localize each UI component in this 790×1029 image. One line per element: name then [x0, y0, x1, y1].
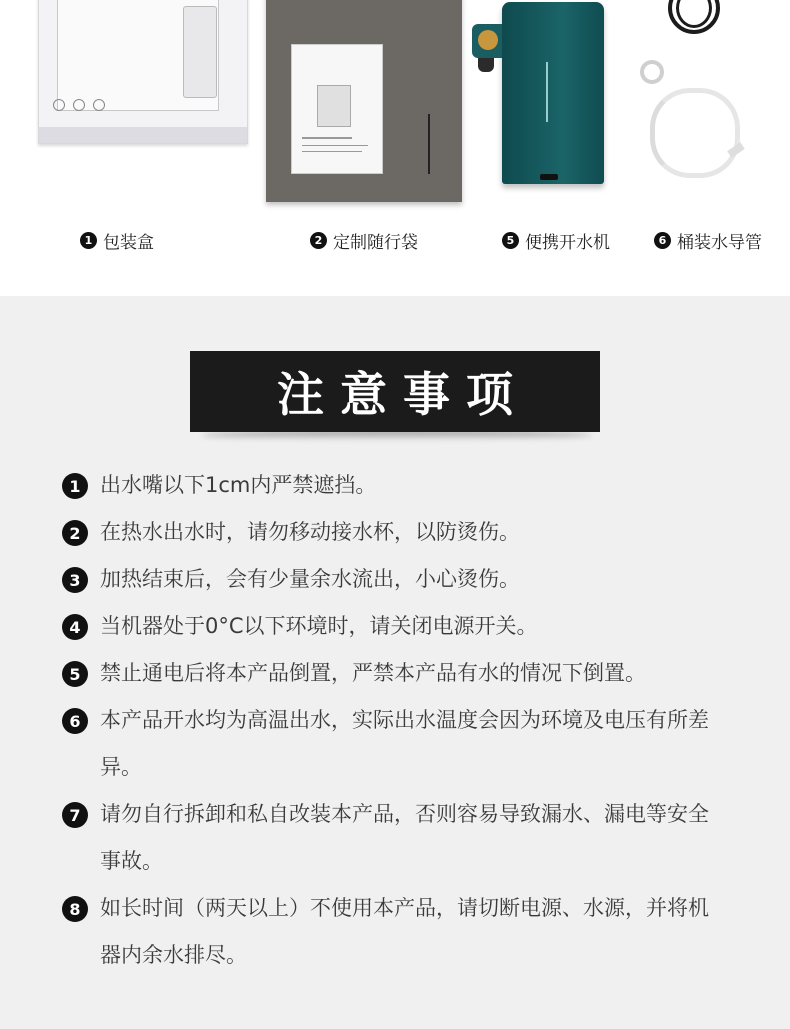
packaging-box-image	[38, 0, 248, 144]
caption-travel-bag: 2 定制随行袋	[310, 229, 418, 251]
caption-water-boiler: 5 便携开水机	[502, 229, 610, 251]
notice-item: 2 在热水出水时，请勿移动接水杯，以防烫伤。	[62, 509, 762, 556]
caption-water-hose: 6 桶装水导管	[654, 229, 762, 251]
notice-item: 7 请勿自行拆卸和私自改装本产品，否则容易导致漏水、漏电等安全事故。	[62, 791, 762, 885]
notice-item: 5 禁止通电后将本产品倒置，严禁本产品有水的情况下倒置。	[62, 650, 762, 697]
water-boiler-image	[502, 2, 604, 184]
accessories-section	[0, 0, 790, 296]
caption-packaging-box: 1 包装盒	[80, 229, 154, 251]
notice-list	[62, 462, 762, 979]
notice-title: 注意事项	[190, 351, 600, 432]
travel-bag-image	[266, 0, 462, 202]
notice-item: 6 本产品开水均为高温出水，实际出水温度会因为环境及电压有所差异。	[62, 697, 762, 791]
water-hose-image	[650, 88, 740, 178]
notice-item: 1 出水嘴以下1cm内严禁遮挡。	[62, 462, 762, 509]
notice-item: 4 当机器处于0°C以下环境时，请关闭电源开关。	[62, 603, 762, 650]
notice-item: 3 加热结束后，会有少量余水流出，小心烫伤。	[62, 556, 762, 603]
hose-connector-image	[640, 60, 664, 84]
notice-section	[0, 296, 790, 1029]
notice-item: 8 如长时间（两天以上）不使用本产品，请切断电源、水源，并将机器内余水排尽。	[62, 885, 762, 979]
